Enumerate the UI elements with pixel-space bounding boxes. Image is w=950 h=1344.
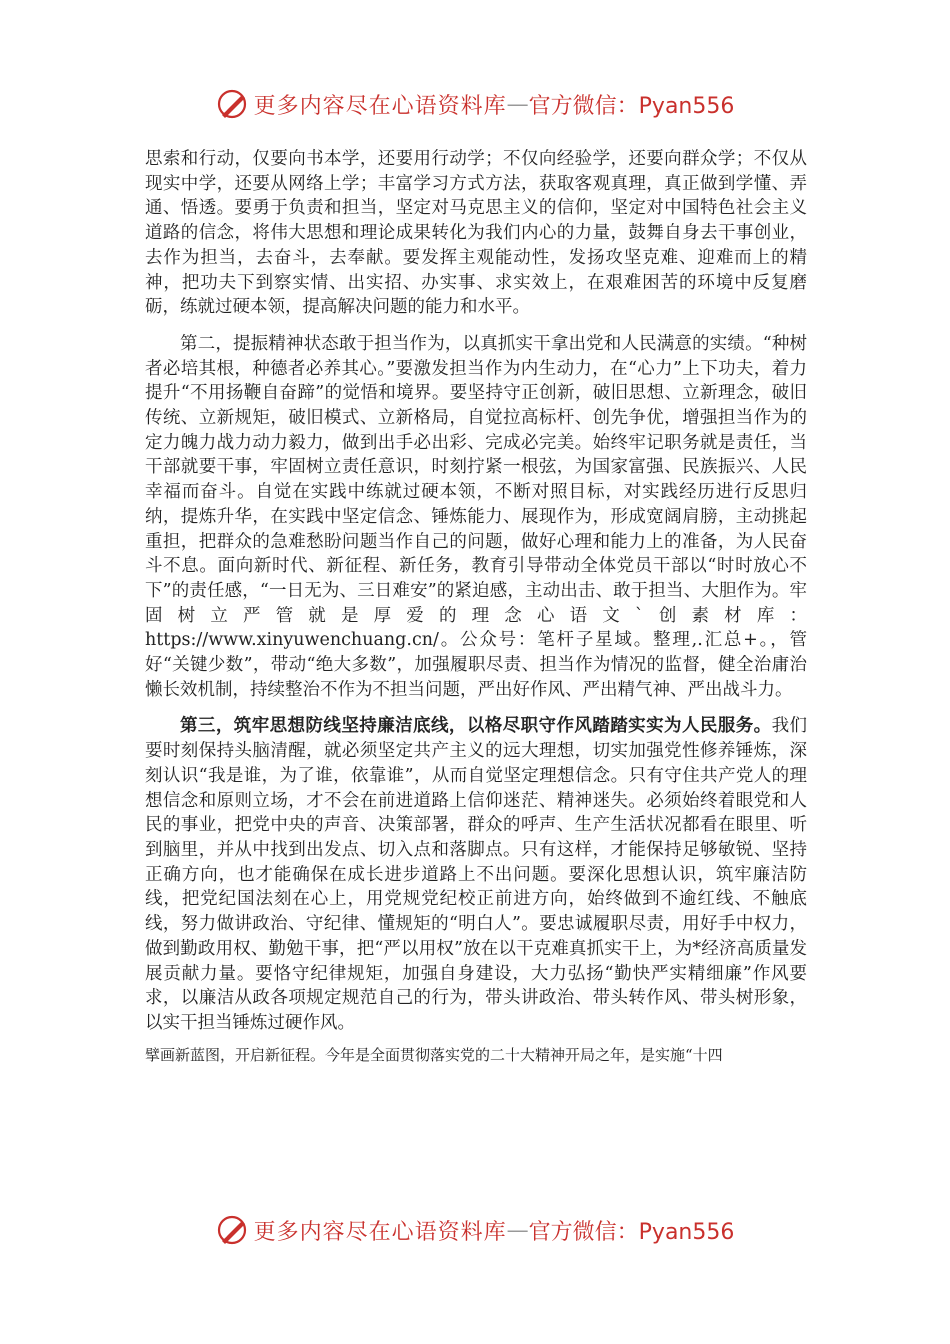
paragraph-4: 擘画新蓝图，开启新征程。今年是全面贯彻落实党的二十大精神开局之年，是实施“十四: [145, 1045, 723, 1064]
document-body: [145, 147, 807, 1066]
banner-title: 更多内容尽在心语资料库: [253, 93, 507, 119]
banner-title: 更多内容尽在心语资料库: [253, 1219, 507, 1245]
banner-wechat: 官方微信：Pyan556: [528, 1219, 735, 1245]
pen-logo-icon: [216, 1213, 250, 1247]
pen-logo-icon: [216, 87, 250, 121]
paragraph-2: 第二，提振精神状态敢于担当作为，以真抓实干拿出党和人民满意的实绩。“种树者必培其根，种德者必养其心。”要激发担当作为内生动力，在“心力”上下功夫，着力提升“不用扬鞭自奋蹄”的觉悟和境界。要坚持守正创新，破旧思想、立新理念，破旧传统、立新规矩，破旧模式、立新格局，自觉拉高标杆、创先争优，增强担当作为的定力魄力战力动力毅力，做到出手必出彩、完成必完美。始终牢记职务就是责任，当干部就要干事，牢固树立责任意识，时刻拧紧一根弦，为国家富强、民族振兴、人民幸福而奋斗。自觉在实践中练就过硬本领，不断对照目标，对实践经历进行反思归纳，提炼升华，在实践中坚定信念、锤炼能力、展现作为，形成宽阔肩膀，主动挑起重担，把群众的急难愁盼问题当作自己的问题，做好心理和能力上的准备，为人民奋斗不息。面向新时代、新征程、新任务，教育引导带动全体党员干部以“时时放心不下”的责任感，“一日无为、三日难安”的紧迫感，主动出击、敢于担当、大胆作为。牢固树立严管就是厚爱的理念心语文`创素材库：https://www.xinyuwenchuang.cn/。公众号：笔杆子星域。整理,.汇总+。，管好“关键少数”，带动“绝大多数”，加强履职尽责、担当作为情况的监督，健全治庸治懒长效机制，持续整治不作为不担当问题，严出好作风、严出精气神、严出战斗力。: [145, 333, 807, 700]
banner-dash: —: [506, 91, 529, 117]
header-banner: [0, 84, 950, 124]
footer-banner: [0, 1210, 950, 1250]
paragraph-3-body: 我们要时刻保持头脑清醒，就必须坚定共产主义的远大理想，切实加强党性修养锤炼，深刻认识“我是谁，为了谁，依靠谁”，从而自觉坚定理想信念。只有守住共产党人的理想信念和原则立场，才不会在前进道路上信仰迷茫、精神迷失。必须始终着眼党和人民的事业，把党中央的声音、决策部署，群众的呼声、生产生活状况都看在眼里、听到脑里，并从中找到出发点、切入点和落脚点。只有这样，才能保持足够敏锐、坚持正确方向，也才能确保在成长进步道路上不出问题。要深化思想认识，筑牢廉洁防线，把党纪国法刻在心上，用党规党纪校正前进方向，始终做到不逾红线、不触底线，努力做讲政治、守纪律、懂规矩的“明白人”。要忠诚履职尽责，用好手中权力，做到勤政用权、勤勉干事，把“严以用权”放在以干克难真抓实干上，为*经济高质量发展贡献力量。要恪守纪律规矩，加强自身建设，大力弘扬“勤快严实精细廉”作风要求，以廉洁从政各项规定规范自己的行为，带头讲政治、带头转作风、带头树形象，以实干担当锤炼过硬作风。: [145, 716, 808, 1033]
banner-wechat: 官方微信：Pyan556: [528, 93, 735, 119]
paragraph-3: [145, 714, 807, 1035]
banner-dash: —: [506, 1217, 529, 1243]
paragraph-3-heading: 第三，筑牢思想防线坚持廉洁底线，以格尽职守作风踏踏实实为人民服务。: [180, 716, 772, 737]
paragraph-1: 思索和行动，仅要向书本学，还要用行动学；不仅向经验学，还要向群众学；不仅从现实中学，还要从网络上学；丰富学习方式方法，获取客观真理，真正做到学懂、弄通、悟透。要勇于负责和担当，坚定对马克思主义的信仰，坚定对中国特色社会主义道路的信念，将伟大思想和理论成果转化为我们内心的力量，鼓舞自身去干事创业，去作为担当，去奋斗，去奉献。要发挥主观能动性，发扬攻坚克难、迎难而上的精神，把功夫下到察实情、出实招、办实事、求实效上，在艰难困苦的环境中反复磨砺，练就过硬本领，提高解决问题的能力和水平。: [145, 149, 807, 318]
